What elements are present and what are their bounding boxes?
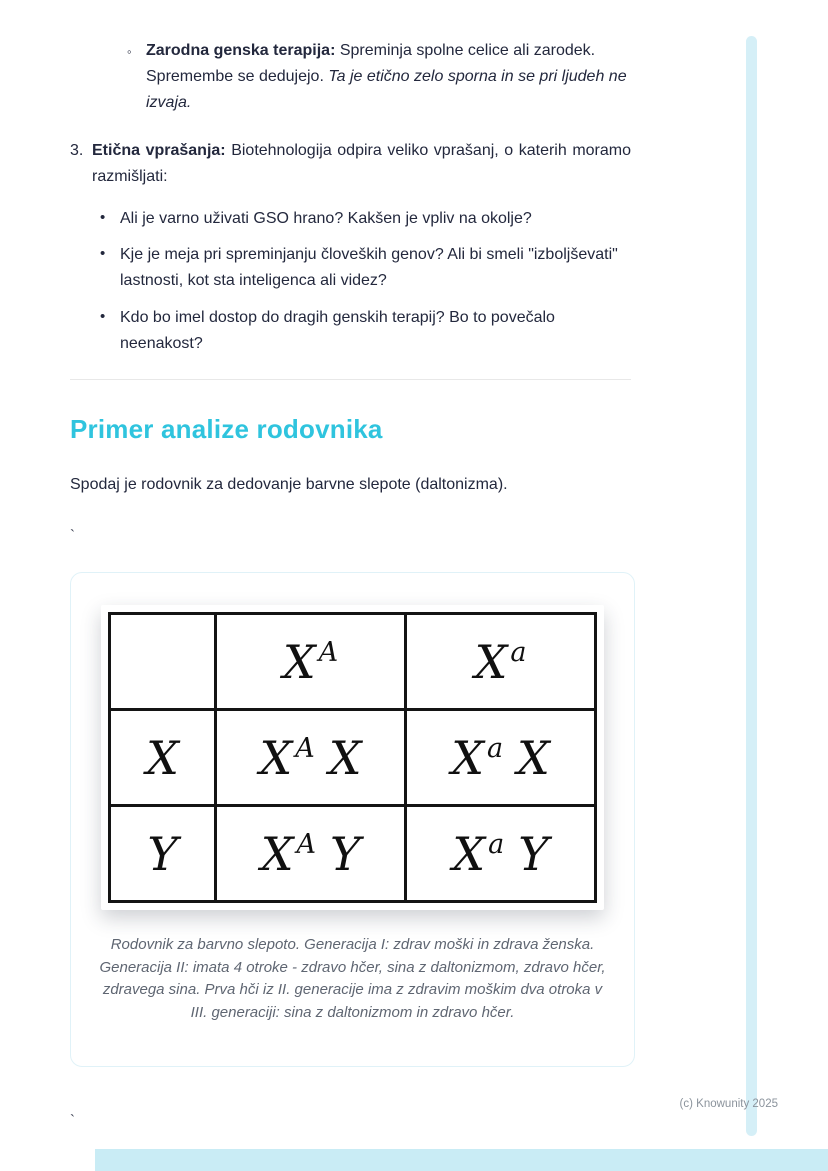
stray-backtick: ` xyxy=(70,1112,75,1130)
section-heading: Primer analize rodovnika xyxy=(70,414,383,445)
list-item-text: Kje je meja pri spreminjanju človeških genov? Ali bi smeli "izboljševati" lastnosti, kot sta inteligenca ali videz? xyxy=(120,246,618,290)
list-item xyxy=(100,242,631,294)
bottom-accent-bar xyxy=(95,1149,828,1171)
punnett-square-image xyxy=(101,605,604,910)
bold-term: Etična vprašanja: xyxy=(92,141,226,159)
numbered-item-text xyxy=(92,138,631,190)
numbered-list-item xyxy=(70,138,631,190)
circle-bullet-icon: ◦ xyxy=(127,44,132,59)
body-text: Spreminja spolne celice ali zarodek. Spremembe se dedujejo. xyxy=(146,42,596,85)
bullet-icon: • xyxy=(100,245,106,263)
section-divider xyxy=(70,379,631,380)
punnett-cell xyxy=(110,614,216,710)
stray-backtick: ` xyxy=(70,527,75,545)
punnett-cell: X $^A$ X xyxy=(216,710,406,806)
list-item-text: Kdo bo imel dostop do dragih genskih terapij? Bo to povečalo neenakost? xyxy=(120,309,555,353)
vertical-accent-bar xyxy=(746,36,757,1136)
intro-paragraph: Spodaj je rodovnik za dedovanje barvne slepote (daltonizma). xyxy=(70,476,508,494)
list-number: 3. xyxy=(70,141,84,159)
bullet-list xyxy=(100,206,631,358)
bullet-icon: • xyxy=(100,308,106,326)
punnett-cell: X $^a$ xyxy=(406,614,596,710)
figure-caption: Rodovnik za barvno slepoto. Generacija I: zdrav moški in zdrava ženska. Generacija II: imata 4 otroke - zdravo hčer, sina z daltonizmom, zdravo hčer, zdravega sina. Prva hči iz II. generacije ima z zdravim moškim dva otroka v III. generaciji: sina z daltonizmom in zdravo hčer. xyxy=(99,936,606,1021)
punnett-cell: X xyxy=(110,710,216,806)
figure-card xyxy=(70,572,635,1067)
punnett-cell: X $^a$ Y xyxy=(406,806,596,902)
punnett-cell: X $^A$ xyxy=(216,614,406,710)
punnett-table xyxy=(108,612,597,903)
body-text: Biotehnologija odpira veliko vprašanj, o katerih moramo razmišljati: xyxy=(92,141,632,185)
bullet-icon: • xyxy=(100,208,106,226)
italic-note: Ta je etično zelo sporna in se pri ljudeh ne izvaja. xyxy=(146,67,627,111)
sub-list-item xyxy=(127,38,631,116)
sub-list-item-text xyxy=(146,38,631,116)
punnett-cell: X $^a$ X xyxy=(406,710,596,806)
copyright-footer: (c) Knowunity 2025 xyxy=(679,1098,778,1110)
document-content xyxy=(70,38,631,1158)
list-item xyxy=(100,305,631,357)
bold-term: Zarodna genska terapija: xyxy=(146,42,336,59)
punnett-cell: X $^A$ Y xyxy=(216,806,406,902)
punnett-cell: Y xyxy=(110,806,216,902)
list-item-text: Ali je varno uživati GSO hrano? Kakšen je vpliv na okolje? xyxy=(120,209,532,227)
list-item xyxy=(100,206,631,232)
